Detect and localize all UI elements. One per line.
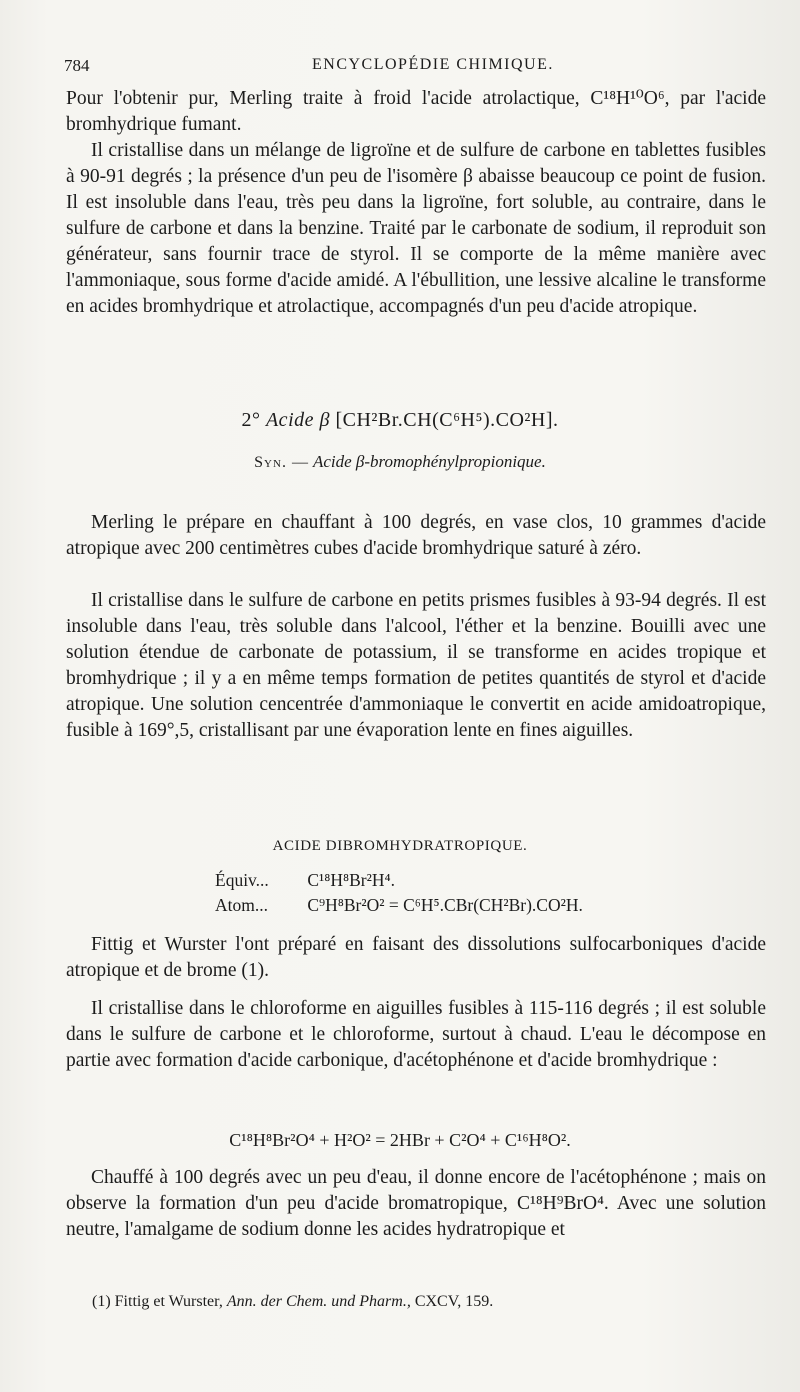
footnote-journal: Ann. der Chem. und Pharm., bbox=[226, 1293, 411, 1310]
subsection-heading: ACIDE DIBROMHYDRATROPIQUE. bbox=[272, 838, 528, 854]
paragraph-properties-alpha: Il cristallise dans un mélange de ligroïne et de sulfure de carbone en tablettes fusibles à 90-91 degrés ; la présence d'un peu de l'isomère β abaisse beaucoup ce point de fusion. Il est insoluble dans l'eau, très peu dans la ligroïne, fort soluble, au contraire, dans le sulfure de carbone et dans la benzine. Traité par le carbonate de sodium, il reproduit son générateur, sans fournir trace de styrol. Il se comporte de la même manière avec l'ammoniaque, sous forme d'acide amidé. A l'ébullition, une lessive alcaline le transforme en acides bromhydrique et atrolactique, accompagnés d'un peu d'acide atropique. bbox=[66, 140, 766, 317]
synonym-line bbox=[0, 452, 800, 472]
paragraph-obtention: Pour l'obtenir pur, Merling traite à froid l'acide atrolactique, C¹⁸H¹⁰O⁶, par l'acide bromhydrique fumant. bbox=[66, 88, 766, 135]
footnote-authors: Fittig et Wurster, bbox=[114, 1293, 223, 1310]
paragraph-heating: Chauffé à 100 degrés avec un peu d'eau, il donne encore de l'acétophénone ; mais on observe la formation d'un peu d'acide bromatropique, C¹⁸H⁹BrO⁴. Avec une solution neutre, l'amalgame de sodium donne les acides hydratropique et bbox=[66, 1167, 766, 1240]
running-title: ENCYCLOPÉDIE CHIMIQUE. bbox=[312, 56, 554, 73]
section-heading-prefix: 2° bbox=[241, 409, 261, 431]
footnote-marker: (1) bbox=[92, 1293, 111, 1310]
paragraph-preparation-dibrom: Fittig et Wurster l'ont préparé en faisant des dissolutions sulfocarboniques d'acide atropique et de brome (1). bbox=[66, 934, 766, 981]
equiv-formula-line bbox=[215, 870, 395, 891]
synonym-name: Acide β-bromophénylpropionique. bbox=[312, 452, 546, 471]
equiv-formula: C¹⁸H⁸Br²H⁴. bbox=[307, 870, 395, 890]
running-header bbox=[64, 50, 764, 80]
section-heading bbox=[0, 409, 800, 432]
section-heading-formula: [CH²Br.CH(C⁶H⁵).CO²H]. bbox=[335, 409, 559, 431]
synonym-label: Syn. — bbox=[254, 454, 309, 471]
atom-formula: C⁹H⁸Br²O² = C⁶H⁵.CBr(CH²Br).CO²H. bbox=[307, 895, 583, 915]
atom-formula-line bbox=[215, 895, 583, 916]
atom-label: Atom... bbox=[215, 895, 268, 915]
chemical-equation: C¹⁸H⁸Br²O⁴ + H²O² = 2HBr + C²O⁴ + C¹⁶H⁸O². bbox=[229, 1130, 571, 1150]
footnote-reference: CXCV, 159. bbox=[414, 1293, 494, 1310]
paragraph-properties-dibrom: Il cristallise dans le chloroforme en aiguilles fusibles à 115-116 degrés ; il est soluble dans le sulfure de carbone et le chloroforme, surtout à chaud. L'eau le décompose en partie avec formation d'acide carbonique, d'acétophénone et d'acide bromhydrique : bbox=[66, 998, 766, 1071]
page-number: 784 bbox=[64, 56, 90, 75]
footnote bbox=[92, 1293, 772, 1311]
paragraph-properties-beta: Il cristallise dans le sulfure de carbone en petits prismes fusibles à 93-94 degrés. Il est insoluble dans l'eau, très soluble dans l'alcool, l'éther et la benzine. Bouilli avec une solution étendue de carbonate de potassium, il se transforme en acides tropique et bromhydrique ; il y a en même temps formation de petites quantités de styrol et d'acide atropique. Une solution cencentrée d'ammoniaque le convertit en acide amidoatropique, fusible à 169°,5, cristallisant par une évaporation lente en fines aiguilles. bbox=[66, 590, 766, 741]
section-heading-name: Acide β bbox=[265, 409, 330, 431]
equiv-label: Équiv... bbox=[215, 870, 269, 890]
paragraph-preparation-beta: Merling le prépare en chauffant à 100 degrés, en vase clos, 10 grammes d'acide atropique avec 200 centimètres cubes d'acide bromhydrique saturé à zéro. bbox=[66, 512, 766, 559]
